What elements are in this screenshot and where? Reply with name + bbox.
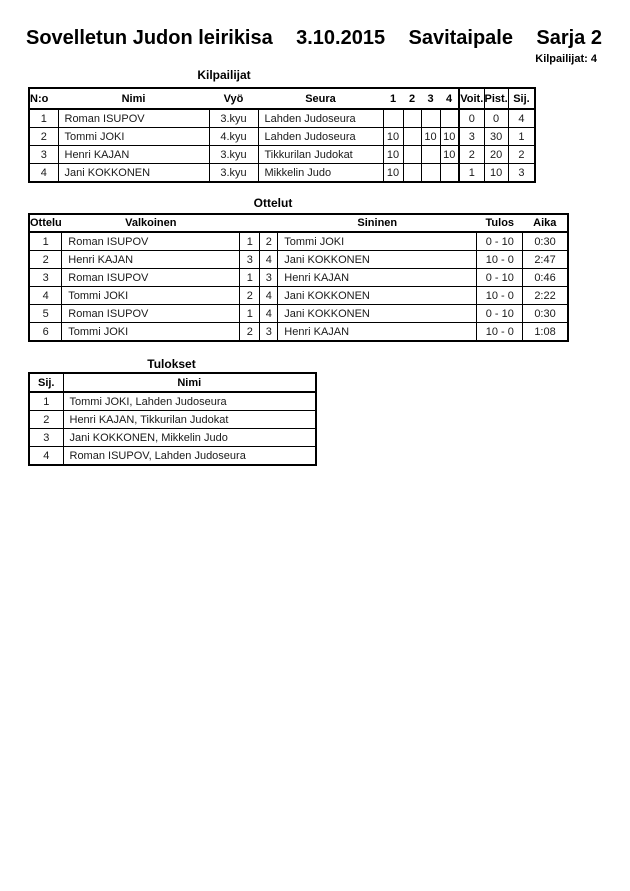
- col-header-match: Ottelu: [29, 214, 62, 232]
- match-no: 6: [29, 323, 62, 342]
- col-header-blue-no: [260, 214, 278, 232]
- result-row: [29, 429, 316, 447]
- competitor-place: 4: [508, 109, 535, 128]
- white-name: Roman ISUPOV: [62, 232, 240, 251]
- competitor-row: [29, 164, 535, 183]
- competitor-no: 4: [29, 164, 58, 183]
- match-row: [29, 251, 568, 269]
- competitor-club: Lahden Judoseura: [258, 109, 383, 128]
- blue-no: 4: [260, 251, 278, 269]
- match-time: 1:08: [523, 323, 568, 342]
- competitor-place: 3: [508, 164, 535, 183]
- competitor-points: 20: [484, 146, 508, 164]
- col-header-no: N:o: [29, 88, 58, 109]
- round-score: 10: [383, 128, 403, 146]
- round-score: [403, 164, 421, 183]
- match-no: 1: [29, 232, 62, 251]
- result-place: 2: [29, 411, 63, 429]
- competitor-wins: 0: [459, 109, 484, 128]
- match-time: 0:46: [523, 269, 568, 287]
- col-header-points: Pist.: [484, 88, 508, 109]
- result-row: [29, 411, 316, 429]
- result-place: 1: [29, 392, 63, 411]
- match-no: 4: [29, 287, 62, 305]
- competitors-table: [28, 87, 536, 183]
- blue-no: 4: [260, 305, 278, 323]
- match-score: 0 - 10: [477, 305, 523, 323]
- competitor-wins: 2: [459, 146, 484, 164]
- competitor-row: [29, 128, 535, 146]
- competitor-belt: 3.kyu: [209, 164, 258, 183]
- white-no: 1: [240, 269, 260, 287]
- col-header-round-4: 4: [440, 88, 459, 109]
- round-score: [440, 164, 459, 183]
- match-time: 2:47: [523, 251, 568, 269]
- white-name: Roman ISUPOV: [62, 305, 240, 323]
- competitor-wins: 1: [459, 164, 484, 183]
- result-row: [29, 392, 316, 411]
- blue-name: Henri KAJAN: [278, 323, 477, 342]
- competitor-row: [29, 109, 535, 128]
- col-header-white: Valkoinen: [62, 214, 240, 232]
- competitor-belt: 4.kyu: [209, 128, 258, 146]
- title-date: 3.10.2015: [296, 27, 386, 49]
- round-score: [403, 128, 421, 146]
- col-header-name: Nimi: [58, 88, 209, 109]
- round-score: 10: [440, 146, 459, 164]
- round-score: [421, 164, 440, 183]
- competitor-belt: 3.kyu: [209, 146, 258, 164]
- match-time: 0:30: [523, 305, 568, 323]
- col-header-blue: Sininen: [278, 214, 477, 232]
- competitor-wins: 3: [459, 128, 484, 146]
- competitor-belt: 3.kyu: [209, 109, 258, 128]
- match-score: 0 - 10: [477, 269, 523, 287]
- col-header-belt: Vyö: [209, 88, 258, 109]
- col-header-wins: Voit.: [459, 88, 484, 109]
- match-time: 2:22: [523, 287, 568, 305]
- blue-name: Henri KAJAN: [278, 269, 477, 287]
- round-score: [403, 146, 421, 164]
- competitor-name: Roman ISUPOV: [58, 109, 209, 128]
- match-row: [29, 287, 568, 305]
- blue-name: Tommi JOKI: [278, 232, 477, 251]
- white-name: Henri KAJAN: [62, 251, 240, 269]
- matches-section-heading: Ottelut: [253, 196, 293, 210]
- competitor-points: 30: [484, 128, 508, 146]
- round-score: 10: [383, 146, 403, 164]
- competitor-name: Tommi JOKI: [58, 128, 209, 146]
- white-name: Tommi JOKI: [62, 323, 240, 342]
- page-title: [26, 27, 602, 50]
- round-score: [383, 109, 403, 128]
- match-score: 10 - 0: [477, 287, 523, 305]
- col-header-place: Sij.: [29, 373, 63, 392]
- competitor-no: 3: [29, 146, 58, 164]
- competitor-club: Mikkelin Judo: [258, 164, 383, 183]
- result-name: Jani KOKKONEN, Mikkelin Judo: [63, 429, 316, 447]
- matches-header-row: [29, 214, 568, 232]
- round-score: [421, 146, 440, 164]
- match-row: [29, 305, 568, 323]
- white-no: 2: [240, 287, 260, 305]
- competitor-place: 2: [508, 146, 535, 164]
- white-no: 3: [240, 251, 260, 269]
- competitor-name: Jani KOKKONEN: [58, 164, 209, 183]
- result-name: Tommi JOKI, Lahden Judoseura: [63, 392, 316, 411]
- result-place: 3: [29, 429, 63, 447]
- round-score: 10: [383, 164, 403, 183]
- col-header-white-no: [240, 214, 260, 232]
- result-row: [29, 447, 316, 466]
- title-event: Sovelletun Judon leirikisa: [26, 27, 273, 49]
- results-section-heading: Tulokset: [147, 357, 196, 371]
- blue-name: Jani KOKKONEN: [278, 251, 477, 269]
- competitor-no: 2: [29, 128, 58, 146]
- competitor-no: 1: [29, 109, 58, 128]
- competitor-club: Tikkurilan Judokat: [258, 146, 383, 164]
- competitor-count-label: Kilpailijat: 4: [535, 53, 597, 65]
- match-no: 3: [29, 269, 62, 287]
- blue-no: 4: [260, 287, 278, 305]
- result-name: Henri KAJAN, Tikkurilan Judokat: [63, 411, 316, 429]
- blue-no: 3: [260, 269, 278, 287]
- match-row: [29, 323, 568, 342]
- competitor-row: [29, 146, 535, 164]
- match-row: [29, 232, 568, 251]
- round-score: [421, 109, 440, 128]
- blue-name: Jani KOKKONEN: [278, 305, 477, 323]
- col-header-time: Aika: [523, 214, 568, 232]
- match-no: 2: [29, 251, 62, 269]
- result-place: 4: [29, 447, 63, 466]
- blue-name: Jani KOKKONEN: [278, 287, 477, 305]
- matches-table: [28, 213, 569, 342]
- col-header-round-1: 1: [383, 88, 403, 109]
- round-score: [403, 109, 421, 128]
- round-score: 10: [421, 128, 440, 146]
- col-header-round-3: 3: [421, 88, 440, 109]
- title-series: Sarja 2: [536, 27, 602, 49]
- white-name: Tommi JOKI: [62, 287, 240, 305]
- match-time: 0:30: [523, 232, 568, 251]
- match-row: [29, 269, 568, 287]
- blue-no: 3: [260, 323, 278, 342]
- white-no: 1: [240, 232, 260, 251]
- competitor-club: Lahden Judoseura: [258, 128, 383, 146]
- col-header-club: Seura: [258, 88, 383, 109]
- competitors-header-row: [29, 88, 535, 109]
- results-header-row: [29, 373, 316, 392]
- result-name: Roman ISUPOV, Lahden Judoseura: [63, 447, 316, 466]
- competitor-points: 0: [484, 109, 508, 128]
- match-score: 10 - 0: [477, 251, 523, 269]
- white-no: 1: [240, 305, 260, 323]
- white-name: Roman ISUPOV: [62, 269, 240, 287]
- match-score: 10 - 0: [477, 323, 523, 342]
- col-header-name: Nimi: [63, 373, 316, 392]
- competitor-points: 10: [484, 164, 508, 183]
- col-header-round-2: 2: [403, 88, 421, 109]
- col-header-score: Tulos: [477, 214, 523, 232]
- title-location: Savitaipale: [408, 27, 513, 49]
- blue-no: 2: [260, 232, 278, 251]
- competitors-section-heading: Kilpailijat: [197, 68, 251, 82]
- competitor-name: Henri KAJAN: [58, 146, 209, 164]
- results-table: [28, 372, 317, 466]
- col-header-place: Sij.: [508, 88, 535, 109]
- white-no: 2: [240, 323, 260, 342]
- competitor-place: 1: [508, 128, 535, 146]
- round-score: [440, 109, 459, 128]
- match-no: 5: [29, 305, 62, 323]
- round-score: 10: [440, 128, 459, 146]
- match-score: 0 - 10: [477, 232, 523, 251]
